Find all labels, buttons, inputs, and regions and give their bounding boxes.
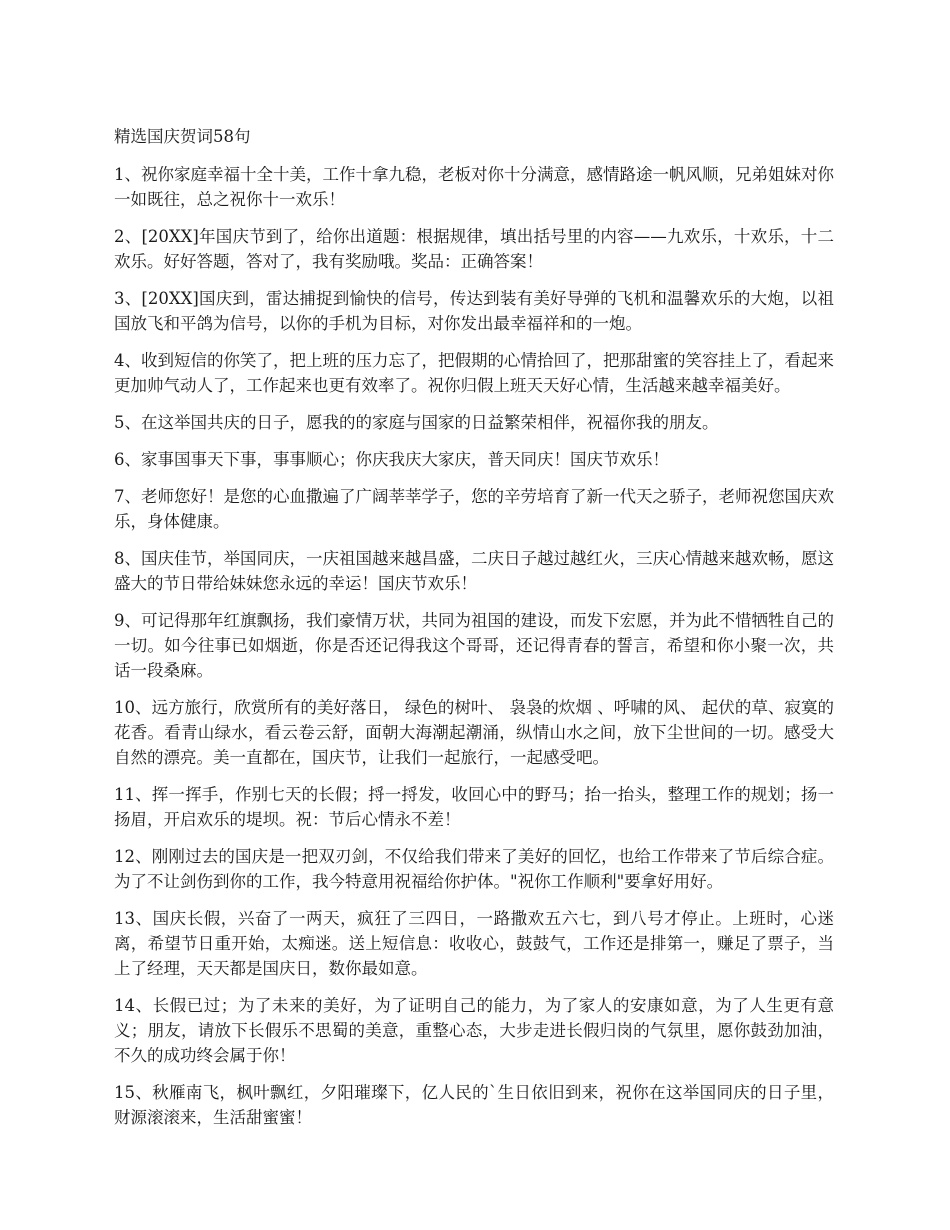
paragraph-5: 5、在这举国共庆的日子，愿我的的家庭与国家的日益繁荣相伴，祝福你我的朋友。 [114, 413, 719, 432]
paragraph-6: 6、家事国事天下事，事事顺心；你庆我庆大家庆，普天同庆！国庆节欢乐！ [114, 450, 669, 469]
paragraph-11: 11、挥一挥手，作别七天的长假；捋一捋发，收回心中的野马；抬一抬头，整理工作的规划；扬一扬眉，开启欢乐的堤坝。祝：节后心情永不差！ [114, 785, 834, 829]
document-body [114, 124, 834, 1142]
paragraph-12: 12、刚刚过去的国庆是一把双刃剑，不仅给我们带来了美好的回忆，也给工作带来了节后综合症。为了不让剑伤到你的工作，我今特意用祝福给你护体。"祝你工作顺利"要拿好用好。 [114, 847, 834, 891]
paragraph-1: 1、祝你家庭幸福十全十美，工作十拿九稳，老板对你十分满意，感情路途一帆风顺，兄弟姐妹对你一如既往，总之祝你十一欢乐！ [114, 165, 834, 209]
paragraph-15: 15、秋雁南飞，枫叶飘红，夕阳璀璨下，亿人民的`生日依旧到来，祝你在这举国同庆的日子里，财源滚滚来，生活甜蜜蜜！ [114, 1083, 834, 1127]
paragraph-7: 7、老师您好！是您的心血撒遍了广阔莘莘学子，您的辛劳培育了新一代天之骄子，老师祝您国庆欢乐，身体健康。 [114, 487, 834, 531]
paragraph-4: 4、收到短信的你笑了，把上班的压力忘了，把假期的心情拾回了，把那甜蜜的笑容挂上了，看起来更加帅气动人了，工作起来也更有效率了。祝你归假上班天天好心情，生活越来越幸福美好。 [114, 351, 834, 395]
paragraph-8: 8、国庆佳节，举国同庆，一庆祖国越来越昌盛，二庆日子越过越红火，三庆心情越来越欢畅，愿这盛大的节日带给妹妹您永远的幸运！国庆节欢乐！ [114, 549, 834, 593]
paragraph-13: 13、国庆长假，兴奋了一两天，疯狂了三四日，一路撒欢五六七，到八号才停止。上班时，心迷离，希望节日重开始，太痴迷。送上短信息：收收心，鼓鼓气，工作还是排第一，赚足了票子，当上了经理，天天都是国庆日，数你最如意。 [114, 909, 834, 978]
document-title: 精选国庆贺词58句 [114, 127, 251, 146]
paragraph-14: 14、长假已过；为了未来的美好，为了证明自己的能力，为了家人的安康如意，为了人生更有意义；朋友，请放下长假乐不思蜀的美意，重整心态，大步走进长假归岗的气氛里，愿你鼓劲加油，不久的成功终会属于你！ [114, 996, 834, 1065]
paragraph-9: 9、可记得那年红旗飘扬，我们豪情万状，共同为祖国的建设，而发下宏愿，并为此不惜牺牲自己的一切。如今往事已如烟逝，你是否还记得我这个哥哥，还记得青春的誓言，希望和你小聚一次，共话一段桑麻。 [114, 611, 834, 680]
paragraph-10: 10、远方旅行，欣赏所有的美好落日， 绿色的树叶、 袅袅的炊烟 、呼啸的风、 起伏的草、寂寞的花香。看青山绿水，看云卷云舒，面朝大海潮起潮涌，纵情山水之间，放下尘世间的一切。感受大自然的漂亮。美一直都在，国庆节，让我们一起旅行，一起感受吧。 [114, 698, 834, 767]
paragraph-3: 3、[20XX]国庆到，雷达捕捉到愉快的信号，传达到装有美好导弹的飞机和温馨欢乐的大炮，以祖国放飞和平鸽为信号，以你的手机为目标，对你发出最幸福祥和的一炮。 [114, 289, 834, 333]
paragraph-2: 2、[20XX]年国庆节到了，给你出道题：根据规律，填出括号里的内容——九欢乐，十欢乐，十二欢乐。好好答题，答对了，我有奖励哦。奖品：正确答案！ [114, 227, 834, 271]
